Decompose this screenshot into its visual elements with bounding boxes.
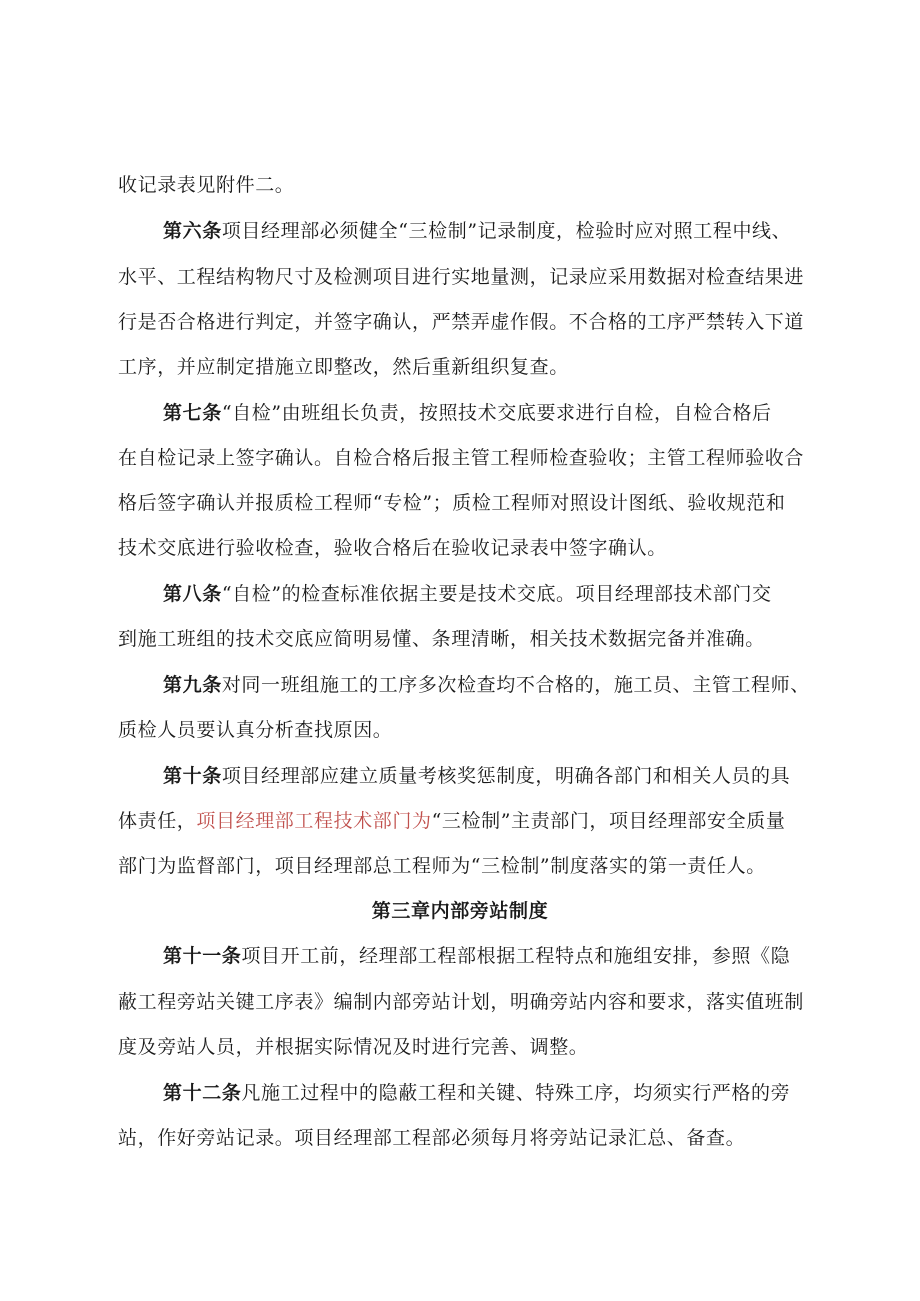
text-run: 格后签字确认并报质检工程师“专检”；质检工程师对照设计图纸、验收规范和 [118,492,786,514]
article-8-heading: 第八条 [163,583,222,605]
article-7-line-2 [118,446,818,470]
article-10-line-2 [118,809,818,833]
text-run: “三检制”主责部门，项目经理部安全质量 [431,810,786,832]
article-11-line-2 [118,990,818,1014]
article-7-heading: 第七条 [163,402,222,424]
text-run: 质检人员要认真分析查找原因。 [118,719,393,741]
text-run: “自检”的检查标准依据主要是技术交底。项目经理部技术部门交 [221,583,772,605]
text-run: 度及旁站人员，并根据实际情况及时进行完善、调整。 [118,1036,589,1058]
text-run: 对同一班组施工的工序多次检查均不合格的，施工员、主管工程师、 [221,674,810,696]
article-8-line-1 [163,582,823,606]
text-run: 收记录表见附件二。 [118,174,295,196]
article-9-heading: 第九条 [163,674,222,696]
article-12-line-1 [163,1081,823,1105]
text-run: 凡施工过程中的隐蔽工程和关键、特殊工序，均须实行严格的旁 [241,1082,791,1104]
text-run: 部门为监督部门，项目经理部总工程师为“三检制”制度落实的第一责任人。 [118,855,766,877]
article-6-line-2 [118,265,818,289]
highlighted-text: 项目经理部工程技术部门为 [196,810,432,832]
article-9-line-2 [118,718,818,742]
article-11-heading: 第十一条 [163,945,242,967]
article-7-line-3 [118,491,818,515]
article-6-line-4 [118,355,818,379]
text-run: 项目开工前，经理部工程部根据工程特点和施组安排，参照《隐 [241,945,791,967]
text-run: 工序，并应制定措施立即整改，然后重新组织复查。 [118,356,569,378]
text-run: 行是否合格进行判定，并签字确认，严禁弄虚作假。不合格的工序严禁转入下道 [118,311,805,333]
article-12-line-2 [118,1126,818,1150]
text-run: 项目经理部应建立质量考核奖惩制度，明确各部门和相关人员的具 [221,765,791,787]
text-run: 蔽工程旁站关键工序表》编制内部旁站计划，明确旁站内容和要求，落实值班制 [118,991,805,1013]
text-run: 到施工班组的技术交底应简明易懂、条理清晰，相关技术数据完备并准确。 [118,628,765,650]
text-run: 在自检记录上签字确认。自检合格后报主管工程师检查验收；主管工程师验收合 [118,447,805,469]
text-run: 项目经理部必须健全“三检制”记录制度，检验时应对照工程中线、 [221,220,792,242]
text-run: “自检”由班组长负责，按照技术交底要求进行自检，自检合格后 [221,402,772,424]
article-6-line-1 [163,219,823,243]
article-9-line-1 [163,673,823,697]
article-12-heading: 第十二条 [163,1082,242,1104]
article-11-line-1 [163,944,823,968]
article-8-line-2 [118,627,818,651]
article-10-heading: 第十条 [163,765,222,787]
article-10-line-3 [118,854,818,878]
text-run: 体责任， [118,810,197,832]
article-6-heading: 第六条 [163,220,222,242]
paragraph-line [118,173,818,197]
article-7-line-1 [163,401,823,425]
article-11-line-3 [118,1035,818,1059]
text-run: 水平、工程结构物尺寸及检测项目进行实地量测，记录应采用数据对检查结果进 [118,266,805,288]
article-10-line-1 [163,764,823,788]
chapter-heading: 第三章内部旁站制度 [371,900,549,922]
article-7-line-4 [118,536,818,560]
text-run: 技术交底进行验收检查，验收合格后在验收记录表中签字确认。 [118,537,667,559]
article-6-line-3 [118,310,818,334]
text-run: 站，作好旁站记录。项目经理部工程部必须每月将旁站记录汇总、备查。 [118,1127,746,1149]
